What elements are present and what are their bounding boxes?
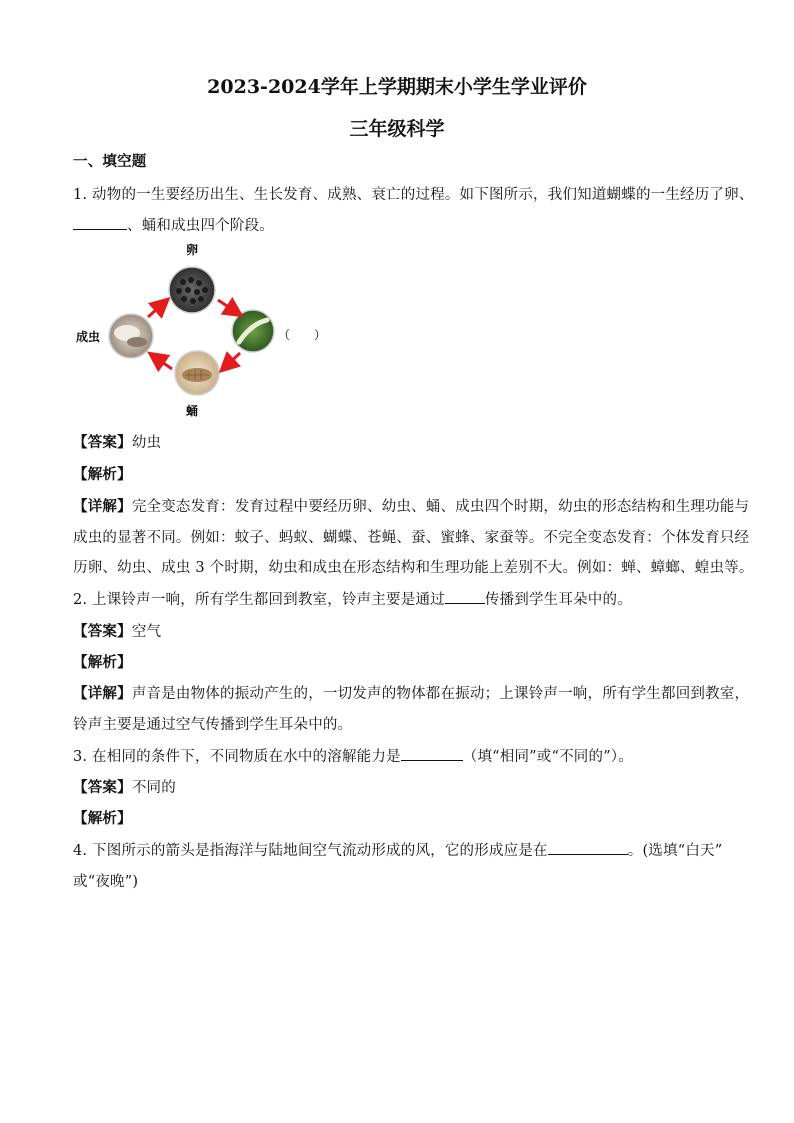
q2-blank bbox=[445, 589, 485, 604]
q2-text-after: 传播到学生耳朵中的。 bbox=[484, 592, 632, 608]
larva-image bbox=[232, 310, 274, 352]
q1-detail-line1 bbox=[73, 495, 749, 516]
q2-detail-line1 bbox=[73, 682, 749, 703]
arrow-pupa-to-adult bbox=[152, 355, 172, 369]
q3-text-before: 3. 在相同的条件下，不同物质在水中的溶解能力是 bbox=[73, 749, 401, 765]
analysis-tag: 【解析】 bbox=[73, 466, 132, 483]
q2-analysis bbox=[73, 651, 132, 672]
q2-text bbox=[73, 588, 632, 609]
answer-tag: 【答案】 bbox=[73, 434, 132, 451]
q2-text-before: 2. 上课铃声一响，所有学生都回到教室，铃声主要是通过 bbox=[73, 592, 445, 608]
q3-text bbox=[73, 745, 633, 766]
analysis-tag: 【解析】 bbox=[73, 654, 132, 671]
document-title: 2023-2024学年上学期期末小学生学业评价 bbox=[207, 76, 587, 98]
q4-text-line2: 或“夜晚”) bbox=[73, 874, 139, 890]
q3-analysis bbox=[73, 807, 132, 828]
document-subtitle: 三年级科学 bbox=[349, 118, 445, 140]
label-egg: 卵 bbox=[185, 243, 199, 257]
analysis-tag: 【解析】 bbox=[73, 810, 132, 827]
q4-text-line1 bbox=[73, 839, 722, 860]
q4-text-before: 4. 下图所示的箭头是指海洋与陆地间空气流动形成的风，它的形成应是在 bbox=[73, 843, 548, 859]
q2-detail-line2: 铃声主要是通过空气传播到学生耳朵中的。 bbox=[73, 717, 353, 733]
q1-text-after-blank: 、蛹和成虫四个阶段。 bbox=[127, 218, 274, 234]
life-cycle-graphic bbox=[73, 238, 333, 418]
q1-blank bbox=[73, 215, 127, 230]
detail-tag: 【详解】 bbox=[73, 685, 132, 702]
q1-detail-text1: 完全变态发育：发育过程中要经历卵、幼虫、蛹、成虫四个时期，幼虫的形态结构和生理功能与 bbox=[131, 499, 750, 515]
label-adult: 成虫 bbox=[76, 330, 101, 344]
detail-tag: 【详解】 bbox=[73, 498, 132, 515]
arrow-larva-to-pupa bbox=[223, 353, 240, 369]
q2-answer-value: 空气 bbox=[131, 624, 162, 640]
q4-text-after: 。(选填“白天” bbox=[627, 843, 723, 859]
q1-text-line2 bbox=[73, 214, 274, 235]
q1-analysis bbox=[73, 463, 132, 484]
q3-text-after: （填“相同”或“不同的”）。 bbox=[462, 749, 633, 765]
q1-detail-line2: 成虫的显著不同。例如：蚊子、蚂蚁、蝴蝶、苍蝇、蚕、蜜蜂、家蚕等。不完全变态发育：个体发育只经 bbox=[73, 530, 750, 546]
answer-tag: 【答案】 bbox=[73, 779, 132, 796]
q3-answer bbox=[73, 776, 176, 797]
arrow-adult-to-egg bbox=[148, 301, 166, 317]
label-pupa: 蛹 bbox=[185, 404, 199, 418]
q1-answer bbox=[73, 431, 161, 452]
answer-tag: 【答案】 bbox=[73, 623, 132, 640]
q2-answer bbox=[73, 620, 161, 641]
label-larva-blank: （ ） bbox=[278, 328, 327, 342]
butterfly-life-cycle-diagram bbox=[73, 238, 333, 418]
adult-image bbox=[109, 314, 153, 358]
arrow-egg-to-larva bbox=[218, 300, 239, 314]
egg-image bbox=[169, 267, 215, 313]
pupa-image bbox=[175, 351, 219, 395]
q1-answer-value: 幼虫 bbox=[131, 435, 162, 451]
q2-detail-text1: 声音是由物体的振动产生的，一切发声的物体都在振动；上课铃声一响，所有学生都回到教室， bbox=[131, 686, 750, 702]
q3-answer-value: 不同的 bbox=[131, 780, 176, 796]
q1-detail-line3: 历卵、幼虫、成虫 3 个时期，幼虫和成虫在形态结构和生理功能上差别不大。例如：蝉、蟑螂、蝗虫等。 bbox=[73, 560, 754, 576]
section-title: 一、填空题 bbox=[73, 153, 147, 170]
q4-blank bbox=[548, 840, 628, 855]
q1-text-line1: 1. 动物的一生要经历出生、生长发育、成熟、衰亡的过程。如下图所示，我们知道蝴蝶的一生经历了卵、 bbox=[73, 187, 754, 203]
q3-blank bbox=[401, 746, 463, 761]
